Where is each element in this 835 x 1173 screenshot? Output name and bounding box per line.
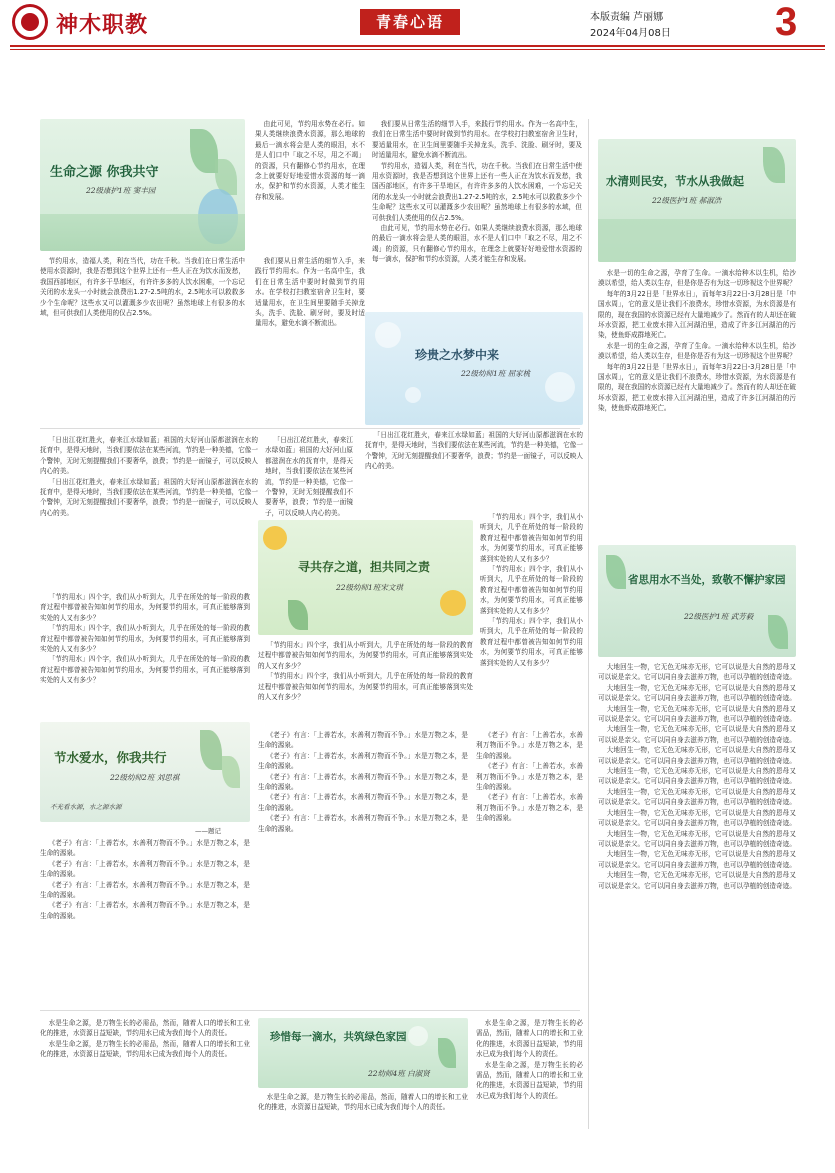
article-2-paragraph-1: 水是一切的生命之源，孕育了生命。一滴水给种木以生机，给沙漠以希望，给人类以生存，但是你是否有为这一切珍视这个世界呢？ xyxy=(598,269,796,288)
article-5-byline: 22级幼师2班 刘思祺 xyxy=(110,773,180,782)
article-5-banner xyxy=(40,722,250,822)
article-6-paragraph-9: 大地回生一物，它无色无味亦无形，它可以说是大自然的恩母又可以说是亲父。它可以同自身去滋养万物，也可以孕植的创造奇迹。 xyxy=(598,829,796,848)
article-6-paragraph-8: 大地回生一物，它无色无味亦无形，它可以说是大自然的恩母又可以说是亲父。它可以同自身去滋养万物，也可以孕植的创造奇迹。 xyxy=(598,808,796,828)
article-1-paragraph-2-cont: 由此可见，节约用水势在必行。如果人类继续浪费水资源，那么地球的最后一滴水将会是人类的眼泪，水不是人们口中「取之不尽，用之不竭」的资源，只有翻修心节约用水，在理念上就要好好地爱惜水资源的每一滴水，保护和节约水资源，人类才能生存和发展。 xyxy=(372,224,582,264)
leaf-icon xyxy=(438,1038,456,1068)
article-7-paragraph-4: 水是生命之源，是万物生长的必需品，然而，随着人口的增长和工业化的推进，水资源日益短缺，节约用水已成为我们每个人的责任。 xyxy=(476,1019,583,1059)
masthead xyxy=(0,0,835,50)
leaf-icon xyxy=(606,555,626,589)
article-6-paragraph-4: 大地回生一物，它无色无味亦无形，它可以说是大自然的恩母又可以说是亲父。它可以同自身去滋养万物，也可以孕植的创造奇迹。 xyxy=(598,725,796,744)
article-4-paragraph-7: 「节约用水」四个字，我们从小听到大，几乎在所处的每一阶段的教育过程中都曾被告知如何节约用水，为何要节约用水，可真正能够落到实处的人又有多少？ xyxy=(480,565,583,615)
article-7-col-2 xyxy=(258,1092,468,1132)
article-1-paragraph-1-cont: 节约用水，造福人类，利在当代，功在千秋。当我们在日常生活中使用水资源时，我是否想到这个世界上还有一些人正在为饮水而发愁，我国西部地区，有许多干旱地区，有许许多多的人饮水困难，一个忘记关闭的水龙头一小时就会浪费出1.27-2.5吨的水，2.5吨水可以救救多少个生命呢？这些水又可以灌溉多少农田呢？虽然地球上有很多的水域，但可供我们人类使用的仅占2.5%。 xyxy=(372,161,582,222)
article-6-paragraph-1: 大地回生一物，它无色无味亦无形，它可以说是大自然的恩母又可以说是亲父。它可以同自身去滋养万物，也可以孕植的创造奇迹。 xyxy=(598,663,796,682)
article-4-title: 寻共存之道，担共同之责 xyxy=(298,560,431,574)
article-6-paragraph-11: 大地回生一物，它无色无味亦无形，它可以说是大自然的恩母又可以说是亲父。它可以同自身去滋养万物，也可以孕植的创造奇迹。 xyxy=(598,871,796,890)
masthead-rule xyxy=(10,45,825,47)
article-1-banner xyxy=(40,119,245,251)
masthead-rule-thin xyxy=(10,49,825,50)
article-1-col-1 xyxy=(40,256,245,421)
article-7-byline: 22幼师4班 白淑贤 xyxy=(368,1069,430,1078)
article-4-col-3 xyxy=(480,512,583,724)
article-6-paragraph-10: 大地回生一物，它无色无味亦无形，它可以说是大自然的恩母又可以说是亲父。它可以同自身去滋养万物，也可以孕植的创造奇迹。 xyxy=(598,850,796,869)
water-drop-icon xyxy=(405,387,421,403)
article-6-paragraph-2: 大地回生一物，它无色无味亦无形，它可以说是大自然的恩母又可以说是亲父。它可以同自身去滋养万物，也可以孕植的创造奇迹。 xyxy=(598,683,796,703)
article-5-paragraph-4: 《老子》有言：「上善若水，水善利万物而不争。」水是万物之本，是生命的源泉。 xyxy=(40,901,250,920)
article-5-paragraph-9: 《老子》有言：「上善若水，水善利万物而不争。」水是万物之本，是生命的源泉。 xyxy=(258,814,468,833)
article-5-paragraph-5: 《老子》有言：「上善若水，水善利万物而不争。」水是万物之本，是生命的源泉。 xyxy=(258,731,468,750)
article-1-paragraph-1: 节约用水，造福人类，利在当代，功在千秋。当我们在日常生活中使用水资源时，我是否想到这个世界上还有一些人正在为饮水而发愁，我国西部地区，有许多干旱地区，有许许多多的人饮水困难，一个忘记关闭的水龙头一小时就会浪费出1.27-2.5吨的水，2.5吨水可以救救多少个生命呢？这些水又可以灌溉多少农田呢？虽然地球上有很多的水域，但可供我们人类使用的仅占2.5%。 xyxy=(40,257,245,318)
article-5-note: 不光看水源，水之源水源 xyxy=(50,803,122,811)
hills-decoration xyxy=(40,214,245,251)
article-6-byline: 22级医护1班 武芳毅 xyxy=(684,612,754,621)
article-4-col-2 xyxy=(258,640,473,724)
article-2-paragraph-3: 水是一切的生命之源，孕育了生命。一滴水给种木以生机，给沙漠以希望，给人类以生存，但是你是否有为这一切珍视这个世界呢？ xyxy=(598,341,796,361)
article-5-paragraph-7: 《老子》有言：「上善若水，水善利万物而不争。」水是万物之本，是生命的源泉。 xyxy=(258,772,468,792)
sunflower-icon xyxy=(263,526,287,550)
article-6-paragraph-7: 大地回生一物，它无色无味亦无形，它可以说是大自然的恩母又可以说是亲父。它可以同自身去滋养万物，也可以孕植的创造奇迹。 xyxy=(598,787,796,807)
page-number: 3 xyxy=(775,0,798,44)
article-3-col-3 xyxy=(365,430,583,505)
article-4-paragraph-4: 「节约用水」四个字，我们从小听到大，几乎在所处的每一阶段的教育过程中都曾被告知如何节约用水，为何要节约用水，可真正能够落到实处的人又有多少？ xyxy=(258,641,473,670)
article-3-paragraph-1: 「日出江花红胜火，春来江水绿如蓝」祖国的大好河山原都滋润在水的抚育中，是得天地时，当我们要依法在某些河流，节约是一种美德，它像一个警钟，无时无刻提醒我们不要奢华，浪费；节约是一面镜子，可以反映人内心的美。 xyxy=(40,436,258,476)
article-3-paragraph-4: 「日出江花红胜火，春来江水绿如蓝」祖国的大好河山原都滋润在水的抚育中，是得天地时，当我们要依法在某些河流，节约是一种美德，它像一个警钟，无时无刻提醒我们不要奢华，浪费；节约是一面镜子，可以反映人内心的美。 xyxy=(365,431,583,471)
article-5-paragraph-12: 《老子》有言：「上善若水，水善利万物而不争。」水是万物之本，是生命的源泉。 xyxy=(476,793,583,823)
article-4-paragraph-1: 「节约用水」四个字，我们从小听到大，几乎在所处的每一阶段的教育过程中都曾被告知如何节约用水，为何要节约用水，可真正能够落到实处的人又有多少？ xyxy=(40,593,250,622)
leaf-icon xyxy=(190,129,218,173)
sunflower-icon xyxy=(440,590,466,616)
article-3-col-1 xyxy=(40,435,258,585)
article-4-banner xyxy=(258,520,473,635)
leaf-icon xyxy=(288,600,308,630)
page-editor: 本版责编 芦丽娜 xyxy=(590,12,664,23)
article-1-paragraph-3-cont: 我们要从日常生活的细节入手，来践行节约用水。作为一名高中生，我们在日常生活中要时时做到节约用水。在学校打扫教室宿舍卫生时，要适量用水，在卫生间里要随手关掉龙头，洗手、洗脸、刷牙时，要及时适量用水，避免水滴不断流出。 xyxy=(372,120,582,160)
article-4-col-1 xyxy=(40,592,250,712)
article-5-col-2 xyxy=(258,730,468,1006)
article-7-col-1 xyxy=(40,1018,250,1130)
article-3-paragraph-2: 「日出江花红胜火，春来江水绿如蓝」祖国的大好河山原都滋润在水的抚育中，是得天地时，当我们要依法在某些河流，节约是一种美德，它像一个警钟，无时无刻提醒我们不要奢华，浪费；节约是一面镜子，可以反映人内心的美。 xyxy=(40,477,258,517)
article-7-col-3 xyxy=(476,1018,583,1130)
article-5-paragraph-1: 《老子》有言：「上善若水，水善利万物而不争。」水是万物之本，是生命的源泉。 xyxy=(40,839,250,858)
school-logo-core-icon xyxy=(21,13,39,31)
article-5-quote-author: ——题记 xyxy=(195,827,221,835)
article-5-paragraph-11: 《老子》有言：「上善若水，水善利万物而不争。」水是万物之本，是生命的源泉。 xyxy=(476,762,583,792)
article-5-paragraph-10: 《老子》有言：「上善若水，水善利万物而不争。」水是万物之本，是生命的源泉。 xyxy=(476,731,583,760)
article-5-col-1 xyxy=(40,838,250,1006)
article-7-paragraph-2: 水是生命之源，是万物生长的必需品，然而，随着人口的增长和工业化的推进，水资源日益短缺，节约用水已成为我们每个人的责任。 xyxy=(40,1039,250,1059)
hills-decoration xyxy=(598,219,796,262)
article-3-banner xyxy=(365,312,583,425)
article-2-banner xyxy=(598,139,796,262)
section-divider xyxy=(40,428,580,429)
leaf-icon xyxy=(200,730,222,770)
article-5-paragraph-3: 《老子》有言：「上善若水，水善利万物而不争。」水是万物之本，是生命的源泉。 xyxy=(40,880,250,900)
article-5-paragraph-2: 《老子》有言：「上善若水，水善利万物而不争。」水是万物之本，是生命的源泉。 xyxy=(40,859,250,879)
article-1-paragraph-2: 由此可见，节约用水势在必行。如果人类继续浪费水资源，那么地球的最后一滴水将会是人类的眼泪，水不是人们口中「取之不尽，用之不竭」的资源，只有翻修心节约用水，在理念上就要好好地爱惜水资源的每一滴水，保护和节约水资源，人类才能生存和发展。 xyxy=(255,120,365,201)
article-2-paragraph-2: 每年的3月22日是「世界水日」，而每年3月22日-3月28日是「中国水周」，它的意义是让我们不浪费水，珍惜水资源，为水资源是有限的，现在我国的水资源已经有大量地减少了。然而有的人却还在破坏水资源，把工业废水排入江河湖泊里，造成了许多江河湖泊的污染，使鱼虾成群地死亡。 xyxy=(598,289,796,340)
article-5-paragraph-8: 《老子》有言：「上善若水，水善利万物而不争。」水是万物之本，是生命的源泉。 xyxy=(258,793,468,812)
article-1-title: 生命之源 你我共守 xyxy=(50,165,159,180)
article-5-col-3 xyxy=(476,730,583,1006)
section-divider xyxy=(40,1010,580,1011)
issue-date: 2024年04月08日 xyxy=(590,28,671,39)
water-drop-icon xyxy=(375,322,401,348)
article-1-paragraph-3: 我们要从日常生活的细节入手，来践行节约用水。作为一名高中生，我们在日常生活中要时时做到节约用水。在学校打扫教室宿舍卫生时，要适量用水，在卫生间里要随手关掉龙头，洗手、洗脸、刷牙时，要及时适量用水，避免水滴不断流出。 xyxy=(255,257,365,328)
article-2-body xyxy=(598,268,796,528)
article-7-banner xyxy=(258,1018,468,1088)
article-6-banner xyxy=(598,545,796,657)
article-1-byline: 22级康护1班 窦丰园 xyxy=(86,186,156,195)
article-1-col-3 xyxy=(255,256,365,421)
article-2-byline: 22级医护1班 郝淑浩 xyxy=(652,196,722,205)
article-3-paragraph-3: 「日出江花红胜火，春来江水绿如蓝」祖国的大好河山原都滋润在水的抚育中，是得天地时，当我们要依法在某些河流，节约是一种美德，它像一个警钟，无时无刻提醒我们不要奢华，浪费；节约是一面镜子，可以反映人内心的美。 xyxy=(265,436,353,517)
article-2-paragraph-4: 每年的3月22日是「世界水日」，而每年3月22日-3月28日是「中国水周」，它的意义是让我们不浪费水，珍惜水资源，为水资源是有限的，现在我国的水资源已经有大量地减少了。然而有的人却还在破坏水资源，把工业废水排入江河湖泊里，造成了许多江河湖泊的污染，使鱼虾成群地死亡。 xyxy=(598,362,796,413)
article-7-title: 珍惜每一滴水，共筑绿色家园 xyxy=(270,1031,407,1043)
paper-name: 神木职教 xyxy=(56,12,149,38)
article-3-byline: 22级幼师1班 屈家桃 xyxy=(461,369,531,378)
article-5-paragraph-6: 《老子》有言：「上善若水，水善利万物而不争。」水是万物之本，是生命的源泉。 xyxy=(258,751,468,771)
article-6-paragraph-6: 大地回生一物，它无色无味亦无形，它可以说是大自然的恩母又可以说是亲父。它可以同自身去滋养万物，也可以孕植的创造奇迹。 xyxy=(598,767,796,786)
article-4-paragraph-2: 「节约用水」四个字，我们从小听到大，几乎在所处的每一阶段的教育过程中都曾被告知如何节约用水，为何要节约用水，可真正能够落到实处的人又有多少？ xyxy=(40,624,250,654)
article-5-title: 节水爱水，你我共行 xyxy=(54,750,167,765)
article-6-paragraph-5: 大地回生一物，它无色无味亦无形，它可以说是大自然的恩母又可以说是亲父。它可以同自身去滋养万物，也可以孕植的创造奇迹。 xyxy=(598,746,796,765)
column-name: 青春心语 xyxy=(360,9,460,35)
article-4-byline: 22级幼师1班宋文琪 xyxy=(336,583,403,592)
article-2-title: 水清则民安，节水从我做起 xyxy=(606,174,744,188)
article-3-title: 珍贵之水梦中来 xyxy=(415,348,500,362)
article-4-paragraph-5: 「节约用水」四个字，我们从小听到大，几乎在所处的每一阶段的教育过程中都曾被告知如何节约用水，为何要节约用水，可真正能够落到实处的人又有多少？ xyxy=(258,672,473,702)
water-drop-icon xyxy=(545,372,575,402)
leaf-icon xyxy=(768,615,788,649)
article-1-col-2 xyxy=(255,119,365,251)
leaf-icon xyxy=(222,756,240,788)
article-6-title: 省思用水不当处，致敬不懈护家园 xyxy=(628,574,786,586)
article-6-body xyxy=(598,662,796,1132)
article-4-paragraph-8: 「节约用水」四个字，我们从小听到大，几乎在所处的每一阶段的教育过程中都曾被告知如何节约用水，为何要节约用水，可真正能够落到实处的人又有多少？ xyxy=(480,617,583,667)
article-4-paragraph-6: 「节约用水」四个字，我们从小听到大，几乎在所处的每一阶段的教育过程中都曾被告知如何节约用水，为何要节约用水，可真正能够落到实处的人又有多少？ xyxy=(480,513,583,563)
leaf-icon xyxy=(763,147,785,183)
article-7-paragraph-5: 水是生命之源，是万物生长的必需品，然而，随着人口的增长和工业化的推进，水资源日益短缺，节约用水已成为我们每个人的责任。 xyxy=(476,1060,583,1100)
article-7-paragraph-3: 水是生命之源，是万物生长的必需品，然而，随着人口的增长和工业化的推进，水资源日益短缺，节约用水已成为我们每个人的责任。 xyxy=(258,1093,468,1112)
column-separator xyxy=(588,119,589,1129)
article-4-paragraph-3: 「节约用水」四个字，我们从小听到大，几乎在所处的每一阶段的教育过程中都曾被告知如何节约用水，为何要节约用水，可真正能够落到实处的人又有多少？ xyxy=(40,655,250,685)
article-7-paragraph-1: 水是生命之源，是万物生长的必需品，然而，随着人口的增长和工业化的推进，水资源日益短缺，节约用水已成为我们每个人的责任。 xyxy=(40,1019,250,1038)
article-6-paragraph-3: 大地回生一物，它无色无味亦无形，它可以说是大自然的恩母又可以说是亲父。它可以同自身去滋养万物，也可以孕植的创造奇迹。 xyxy=(598,704,796,724)
